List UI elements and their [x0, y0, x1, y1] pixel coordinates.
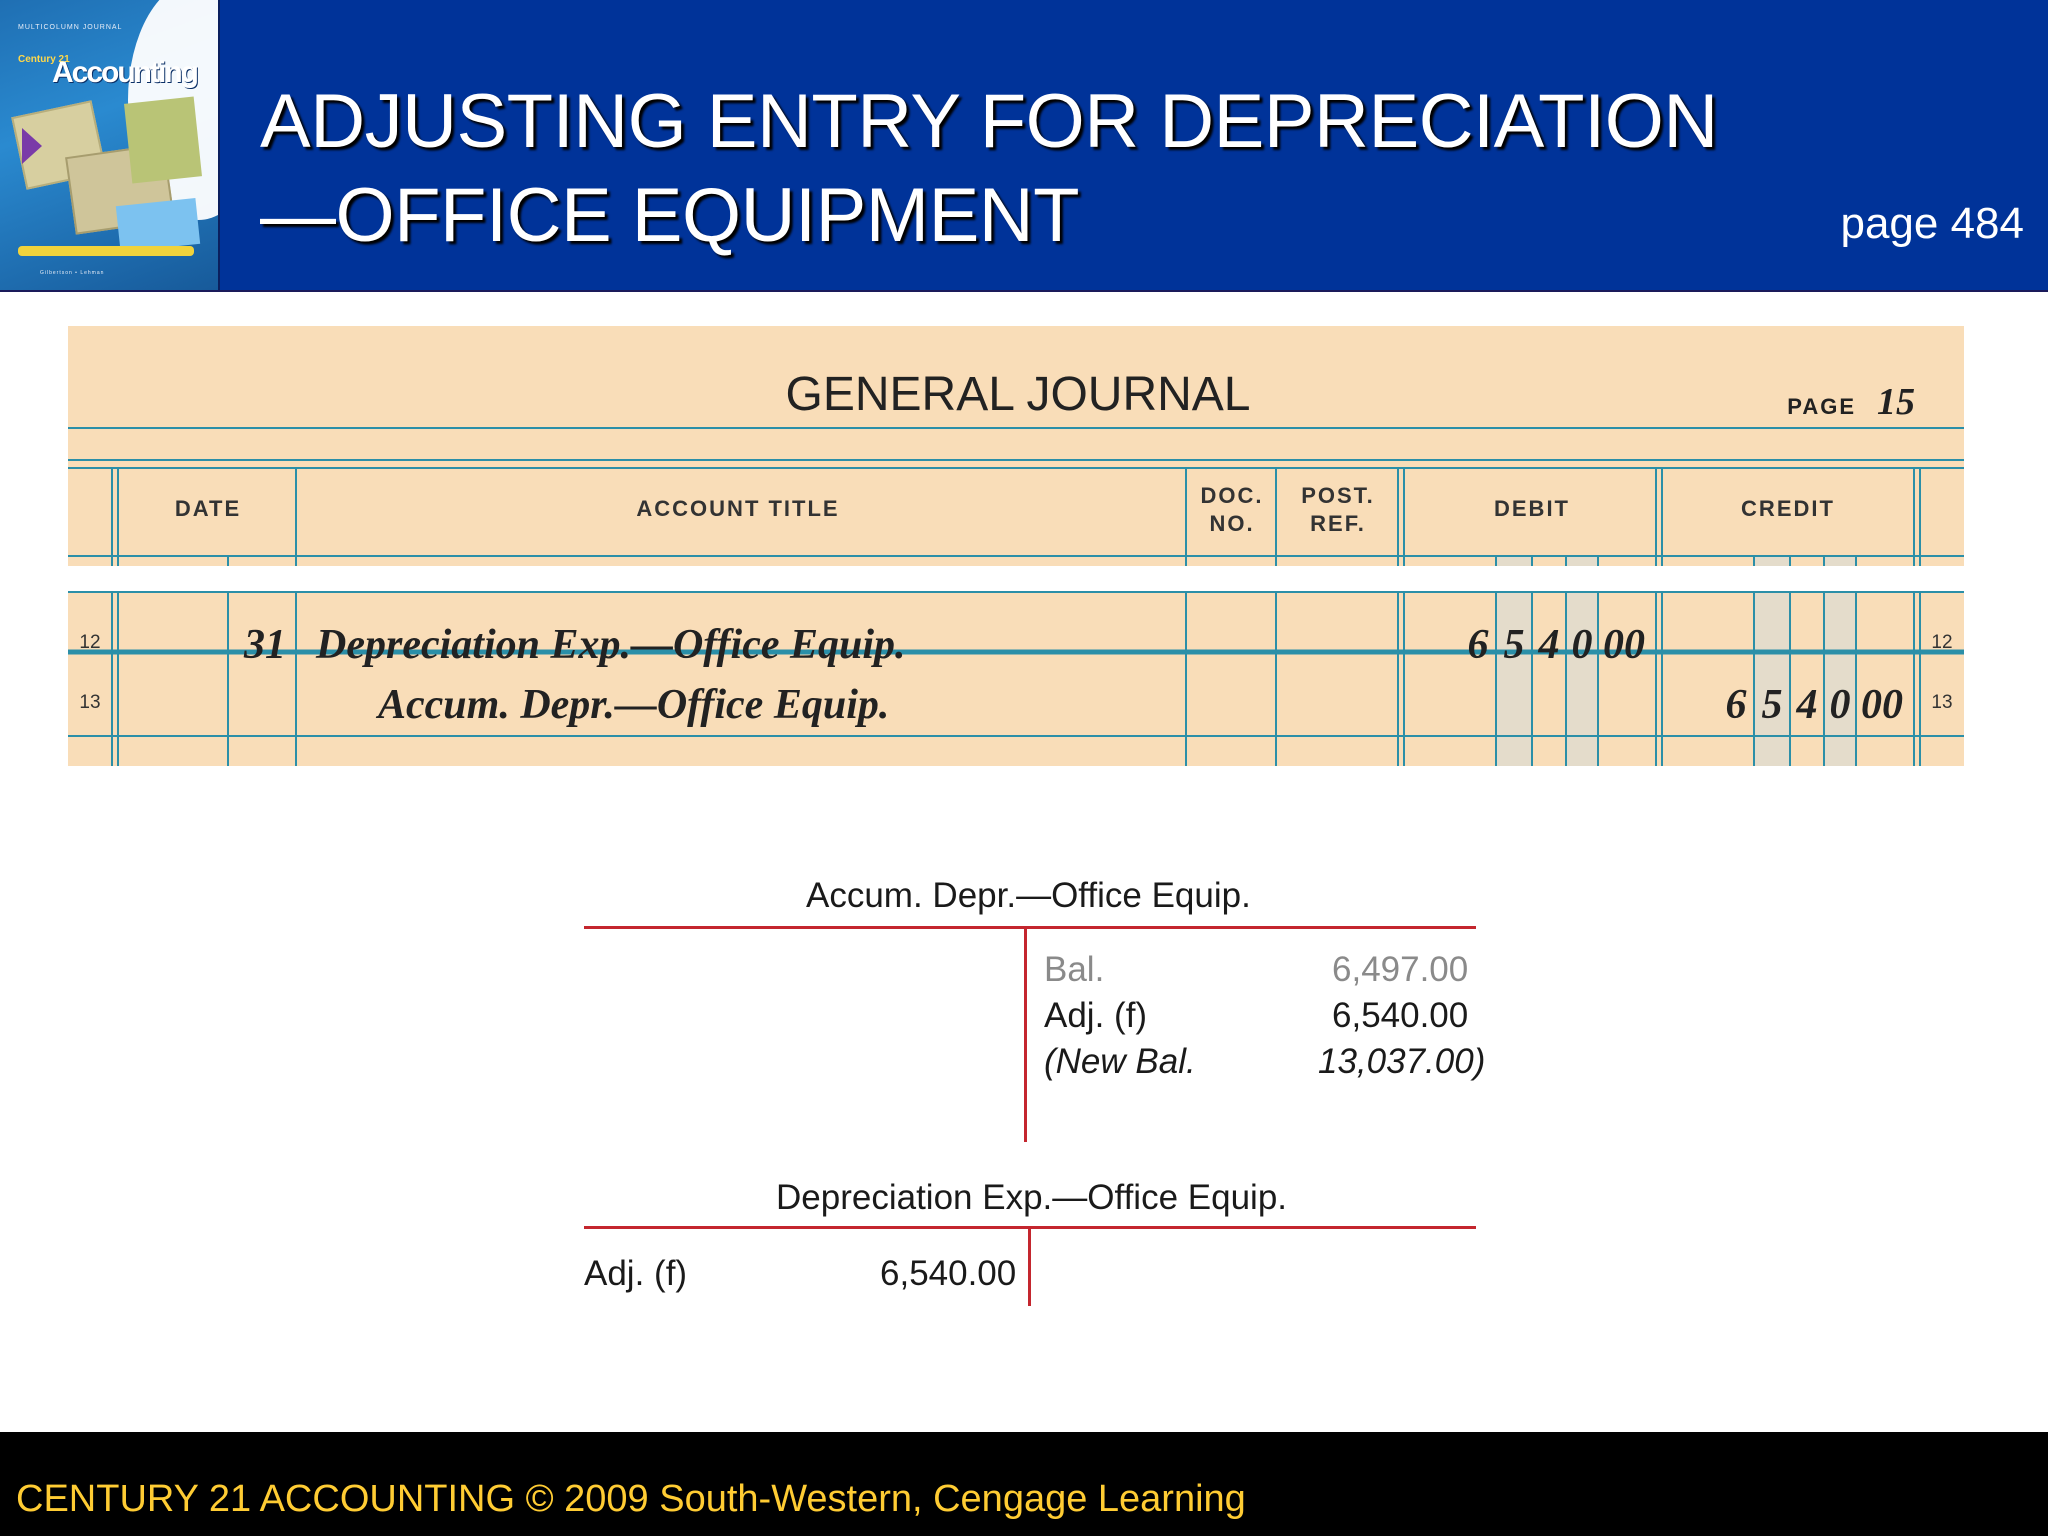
t-entry-label: Adj. (f): [584, 1254, 688, 1293]
column-header-debit: DEBIT: [1494, 496, 1570, 521]
slide-footer: [0, 1432, 2048, 1536]
debit-digit: 4: [1538, 622, 1560, 668]
slide-title-line2: —OFFICE EQUIPMENT: [260, 173, 1080, 258]
column-header-date: DATE: [174, 496, 242, 521]
slide-header: [0, 0, 2048, 292]
column-header-account-title: ACCOUNT TITLE: [636, 496, 840, 521]
t-entry-amount: 6,540.00: [1332, 996, 1469, 1035]
t-account-center-rule: [1024, 926, 1027, 1142]
cover-century-label: Century 21: [18, 54, 70, 65]
page-reference: page 484: [1840, 199, 2024, 248]
t-account-top-rule: [584, 926, 1476, 929]
t-account-title: Depreciation Exp.—Office Equip.: [776, 1178, 1288, 1217]
general-journal-form: [68, 326, 1964, 766]
cover-title: Accounting: [52, 56, 197, 89]
column-header-credit: CREDIT: [1741, 496, 1835, 521]
cover-document-graphic: [124, 97, 202, 184]
journal-page-number: 15: [1877, 381, 1915, 423]
column-header-post-ref: POST.: [1301, 483, 1375, 508]
t-account-title: Accum. Depr.—Office Equip.: [806, 876, 1251, 915]
cover-authors: Gilbertson • Lehman: [40, 270, 105, 276]
t-entry-amount: 13,037.00): [1318, 1042, 1486, 1081]
credit-digit: 4: [1796, 682, 1818, 728]
cover-arrow-icon: [22, 128, 42, 164]
t-entry-amount: 6,497.00: [1332, 950, 1469, 989]
textbook-cover-image: [0, 0, 220, 290]
debit-digit: 6: [1467, 622, 1489, 668]
cover-journal-label: MULTICOLUMN JOURNAL: [18, 24, 123, 31]
entry-date: 31: [244, 622, 286, 668]
column-header-post-ref: REF.: [1310, 511, 1366, 536]
t-entry-label: (New Bal.: [1044, 1042, 1196, 1081]
line-number: 13: [79, 692, 101, 713]
t-entry-label: Bal.: [1044, 950, 1105, 989]
line-number: 12: [1931, 632, 1953, 653]
debit-digit: 0: [1571, 622, 1593, 668]
journal-title: GENERAL JOURNAL: [785, 368, 1251, 421]
debit-digit: 5: [1503, 622, 1525, 668]
column-header-doc-no: DOC.: [1200, 483, 1264, 508]
journal-page-label: PAGE: [1787, 394, 1856, 419]
t-account-center-rule: [1028, 1226, 1031, 1306]
debit-cents: 00: [1603, 622, 1645, 668]
line-number: 13: [1931, 692, 1953, 713]
cover-chart-graphic: [116, 198, 200, 252]
cover-band: [18, 246, 194, 256]
t-entry-label: Adj. (f): [1044, 996, 1148, 1035]
slide-title-line1: ADJUSTING ENTRY FOR DEPRECIATION: [260, 79, 1718, 164]
entry-account-title: Depreciation Exp.—Office Equip.: [316, 622, 906, 668]
column-header-doc-no: NO.: [1209, 511, 1255, 536]
credit-digit: 0: [1829, 682, 1851, 728]
credit-digit: 6: [1725, 682, 1747, 728]
line-number: 12: [79, 632, 101, 653]
t-entry-amount: 6,540.00: [880, 1254, 1017, 1293]
credit-cents: 00: [1861, 682, 1903, 728]
credit-digit: 5: [1761, 682, 1783, 728]
entry-account-title: Accum. Depr.—Office Equip.: [378, 682, 890, 728]
copyright-text: CENTURY 21 ACCOUNTING © 2009 South-Western, Cengage Learning: [16, 1478, 1246, 1520]
general-journal: [68, 326, 1964, 766]
